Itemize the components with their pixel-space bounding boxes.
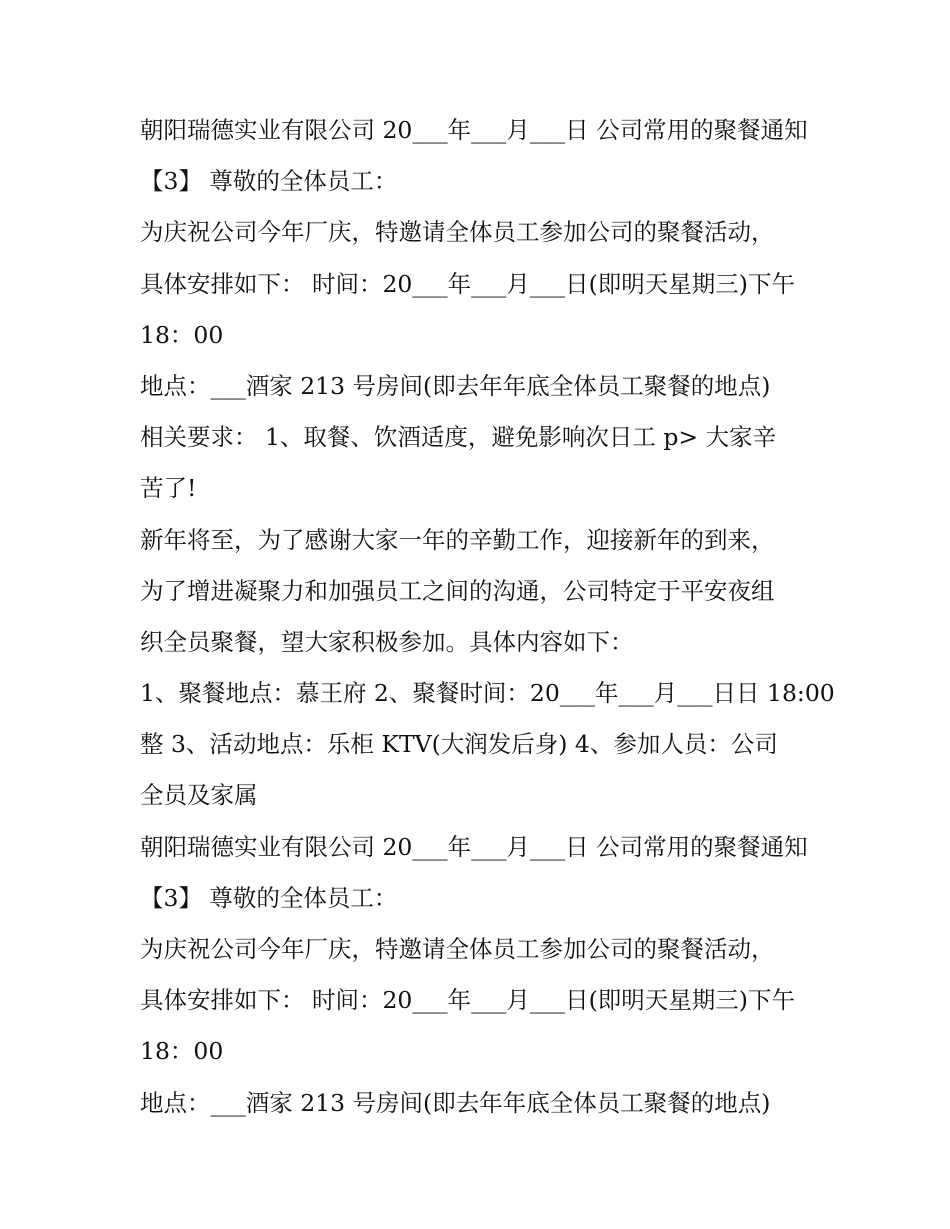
document-body <box>140 105 835 1129</box>
text-line: 为庆祝公司今年厂庆，特邀请全体员工参加公司的聚餐活动， <box>140 218 775 247</box>
text-line: 1、聚餐地点：慕王府 2、聚餐时间：20___年___月___日日 18:00 <box>140 679 835 708</box>
text-line: 为了增进凝聚力和加强员工之间的沟通，公司特定于平安夜组 <box>140 576 775 605</box>
text-line: 整 3、活动地点：乐柜 KTV(大润发后身) 4、参加人员：公司 <box>140 730 778 759</box>
text-line: 18：00 <box>140 320 224 349</box>
text-line: 相关要求： 1、取餐、饮酒适度，避免影响次日工 p> 大家辛 <box>140 423 777 452</box>
text-line: 具体安排如下： 时间：20___年___月___日(即明天星期三)下午 <box>140 986 795 1015</box>
text-line: 地点：___酒家 213 号房间(即去年年底全体员工聚餐的地点) <box>140 1088 771 1117</box>
text-line: 朝阳瑞德实业有限公司 20___年___月___日 公司常用的聚餐通知 <box>140 832 808 861</box>
text-line: 18：00 <box>140 1037 224 1066</box>
text-line: 【3】 尊敬的全体员工： <box>140 167 398 196</box>
text-line: 织全员聚餐，望大家积极参加。具体内容如下： <box>140 627 634 656</box>
text-line: 全员及家属 <box>140 781 258 810</box>
text-line: 具体安排如下： 时间：20___年___月___日(即明天星期三)下午 <box>140 269 795 298</box>
text-line: 地点：___酒家 213 号房间(即去年年底全体员工聚餐的地点) <box>140 371 771 400</box>
text-line: 朝阳瑞德实业有限公司 20___年___月___日 公司常用的聚餐通知 <box>140 116 808 144</box>
text-line: 【3】 尊敬的全体员工： <box>140 883 398 912</box>
text-line: 新年将至，为了感谢大家一年的辛勤工作，迎接新年的到来， <box>140 525 775 554</box>
text-line: 为庆祝公司今年厂庆，特邀请全体员工参加公司的聚餐活动， <box>140 935 775 963</box>
text-line: 苦了! <box>140 474 197 503</box>
